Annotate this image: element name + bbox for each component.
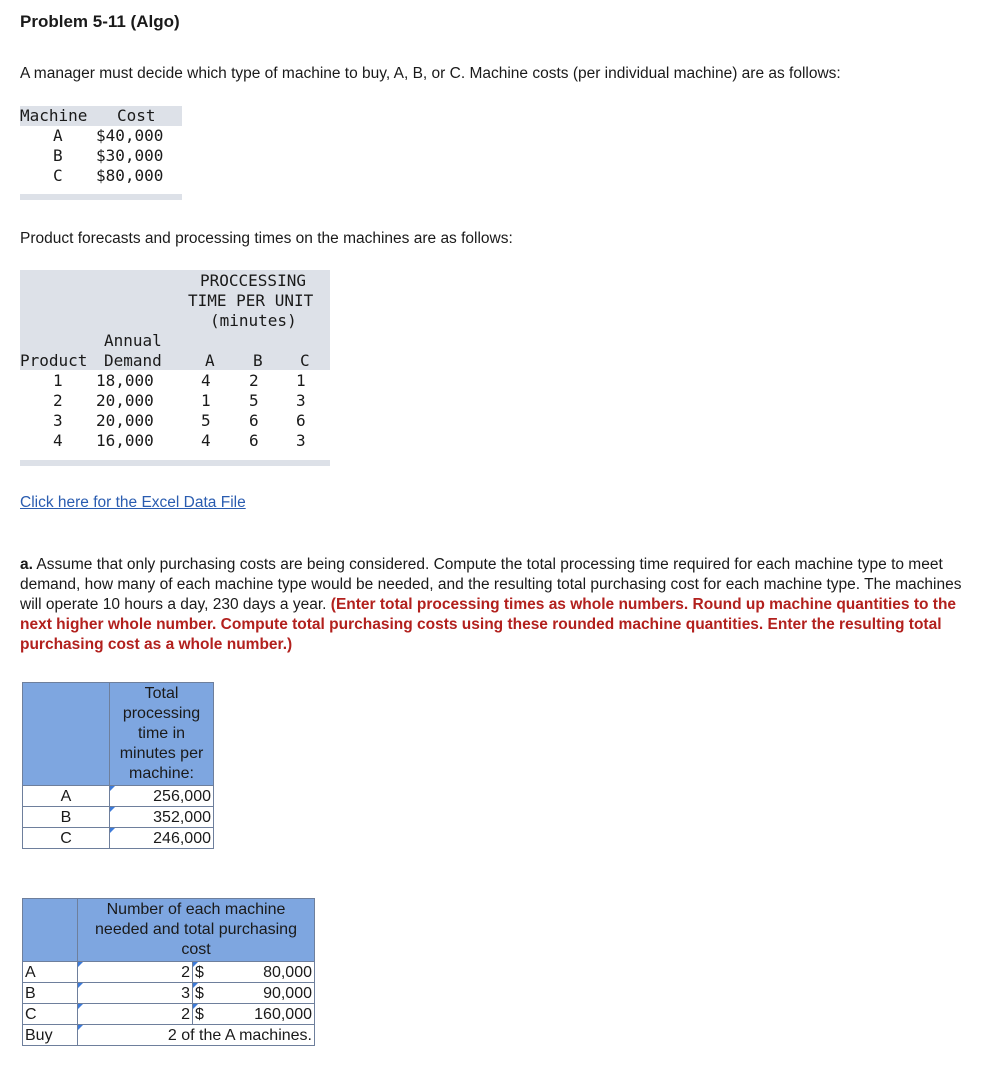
demand-product: 1 (53, 371, 63, 390)
cost-header-cost: Cost (117, 106, 156, 125)
group-header-line: PROCCESSING (200, 271, 306, 290)
cost-row-machine: A (53, 126, 63, 145)
machines-header-line: cost (181, 941, 211, 958)
cost-row-machine: C (53, 166, 63, 185)
processing-time-table (22, 682, 214, 849)
time-a: 5 (201, 411, 211, 430)
machines-header-line: Number of each machine (106, 901, 286, 918)
processing-corner-cell (23, 683, 110, 786)
time-c: 1 (296, 371, 306, 390)
demand-value: 18,000 (96, 371, 154, 390)
time-c: 3 (296, 431, 306, 450)
processing-time-input[interactable]: 352,000 (110, 807, 214, 828)
machines-needed-table (22, 898, 315, 1046)
processing-time-input[interactable]: 256,000 (110, 786, 214, 807)
processing-row-label: B (23, 807, 110, 828)
forecast-intro-text: Product forecasts and processing times on the machines are as follows: (20, 230, 513, 247)
excel-data-file-link[interactable]: Click here for the Excel Data File (20, 494, 246, 511)
intro-text: A manager must decide which type of machine to buy, A, B, or C. Machine costs (per individual machine) are as follows: (20, 65, 841, 82)
machine-quantity-input[interactable]: 2 (78, 962, 193, 983)
processing-header-line: processing (122, 705, 201, 722)
processing-header (110, 683, 214, 786)
time-a: 4 (201, 371, 211, 390)
currency-symbol: $ (193, 1004, 218, 1025)
processing-time-input[interactable]: 246,000 (110, 828, 214, 849)
question-text: Assume that only purchasing costs are being considered. Compute the total processing time required for each machine type to meet demand, how many of each machine type would be needed, and the resulting total purchasing cost for each machine type. The machines will operate 10 hours a day, 230 days a year. (20, 556, 962, 613)
purchasing-cost-input[interactable]: 90,000 (217, 983, 315, 1004)
annual-label: Annual (104, 331, 162, 350)
question-instructions: (Enter total processing times as whole numbers. Round up machine quantities to the next higher whole number. Compute total purchasing costs using these rounded machine quantities. Enter the resulting total purchasing cost as a whole number.) (20, 596, 957, 653)
header-machine-b: B (253, 351, 263, 370)
cost-table-footer-band (20, 194, 182, 200)
demand-product: 3 (53, 411, 63, 430)
buy-decision-select[interactable]: 2 of the A machines. (78, 1025, 315, 1046)
currency-symbol: $ (193, 962, 218, 983)
time-a: 4 (201, 431, 211, 450)
time-b: 6 (249, 431, 259, 450)
question-label: a. (20, 556, 33, 573)
time-b: 6 (249, 411, 259, 430)
processing-row-label: A (23, 786, 110, 807)
machine-quantity-input[interactable]: 3 (78, 983, 193, 1004)
machine-quantity-input[interactable]: 2 (78, 1004, 193, 1025)
purchasing-cost-input[interactable]: 160,000 (217, 1004, 315, 1025)
header-product: Product (20, 351, 88, 370)
time-a: 1 (201, 391, 211, 410)
machines-row-label: B (23, 983, 78, 1004)
demand-value: 16,000 (96, 431, 154, 450)
demand-value: 20,000 (96, 391, 154, 410)
question-a (20, 555, 965, 655)
demand-value: 20,000 (96, 411, 154, 430)
group-header-line: TIME PER UNIT (188, 291, 314, 310)
time-c: 3 (296, 391, 306, 410)
cost-row-value: $80,000 (96, 166, 164, 185)
currency-symbol: $ (193, 983, 218, 1004)
machines-header (78, 899, 315, 962)
machines-corner-cell (23, 899, 78, 962)
demand-product: 2 (53, 391, 63, 410)
header-demand: Demand (104, 351, 162, 370)
processing-header-line: machine: (129, 765, 194, 782)
time-b: 2 (249, 371, 259, 390)
time-c: 6 (296, 411, 306, 430)
purchasing-cost-input[interactable]: 80,000 (217, 962, 315, 983)
group-header-line: (minutes) (210, 311, 297, 330)
time-b: 5 (249, 391, 259, 410)
machines-row-label: C (23, 1004, 78, 1025)
cost-header-machine: Machine (20, 106, 88, 125)
cost-row-value: $30,000 (96, 146, 164, 165)
processing-header-line: minutes per (119, 745, 204, 762)
buy-row-label: Buy (23, 1025, 78, 1046)
header-machine-c: C (300, 351, 310, 370)
cost-row-value: $40,000 (96, 126, 164, 145)
processing-row-label: C (23, 828, 110, 849)
machines-row-label: A (23, 962, 78, 983)
demand-product: 4 (53, 431, 63, 450)
processing-header-line: Total (144, 685, 179, 702)
cost-row-machine: B (53, 146, 63, 165)
processing-header-line: time in (137, 725, 186, 742)
problem-title: Problem 5-11 (Algo) (20, 12, 180, 31)
demand-table-footer-band (20, 460, 330, 466)
machines-header-line: needed and total purchasing (95, 921, 297, 938)
header-machine-a: A (205, 351, 215, 370)
